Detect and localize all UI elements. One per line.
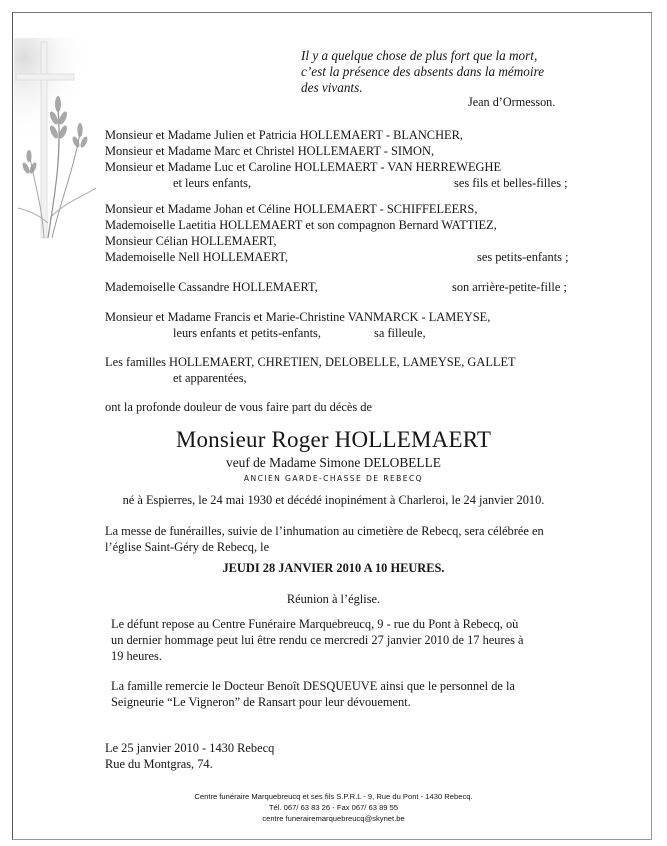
birth-death-dates: né à Espierres, le 24 mai 1930 et décédé inopinément à Charleroi, le 24 janvier 2010. [122,493,545,507]
thanks-text: La famille remercie le Docteur Benoît DESQUEUVE ainsi que le personnel de la [111,679,515,693]
family-line: Monsieur et Madame Marc et Christel HOLLEMAERT - SIMON, [105,144,435,158]
rest-text: un dernier hommage peut lui être rendu ce mercredi 27 janvier 2010 de 17 heures à [111,633,524,647]
family-line: Monsieur et Madame Luc et Caroline HOLLEMAERT - VAN HERREWEGHE [105,160,502,174]
mass-text: La messe de funérailles, suivie de l’inhumation au cimetière de Rebecq, sera célébrée en [105,524,544,538]
widower-of: veuf de Madame Simone DELOBELLE [226,455,441,470]
deceased-name: Monsieur Roger HOLLEMAERT [175,427,492,452]
rest-text: 19 heures. [111,649,162,663]
family-line: Monsieur Célian HOLLEMAERT, [105,234,277,248]
relation-label: ses fils et belles-filles ; [454,176,568,190]
family-subline: et apparentées, [173,371,247,385]
mass-date: JEUDI 28 JANVIER 2010 A 10 HEURES. [222,561,445,575]
family-subline: et leurs enfants, [173,176,252,190]
sign-off-date: Le 25 janvier 2010 - 1430 Rebecq [105,741,275,755]
family-subline: leurs enfants et petits-enfants, [173,326,321,340]
quote-line: des vivants. [301,80,363,95]
family-line: Monsieur et Madame Johan et Céline HOLLEMAERT - SCHIFFELEERS, [105,202,478,216]
rest-text: Le défunt repose au Centre Funéraire Marquebreucq, 9 - rue du Pont à Rebecq, où [111,617,519,631]
funeral-home-address: Centre funéraire Marquebreucq et ses fils S.P.R.L - 9, Rue du Pont - 1430 Rebecq. [194,792,473,801]
quote-author: Jean d’Ormesson. [468,95,556,109]
family-line: Monsieur et Madame Julien et Patricia HOLLEMAERT - BLANCHER, [105,128,463,142]
relation-label: son arrière-petite-fille ; [452,280,567,294]
thanks-text: Seigneurie “Le Vigneron” de Ransart pour leur dévouement. [111,695,411,709]
sign-off-address: Rue du Montgras, 74. [105,757,213,771]
announcement: ont la profonde douleur de vous faire part du décès de [105,400,372,414]
cross-wheat-emblem [14,38,114,243]
quote-line: Il y a quelque chose de plus fort que la mort, [301,48,538,63]
funeral-home-email: centre funerairemarquebreucq@skynet.be [262,814,405,823]
epigraph-quote [301,48,601,96]
relation-label: sa filleule, [374,326,426,340]
funeral-home-phone: Tél. 067/ 63 83 26 - Fax 067/ 63 89 55 [268,803,399,812]
relation-label: ses petits-enfants ; [477,250,569,264]
family-line: Monsieur et Madame Francis et Marie-Christine VANMARCK - LAMEYSE, [105,310,491,324]
former-occupation: ANCIEN GARDE-CHASSE DE REBECQ [243,474,424,483]
family-line: Mademoiselle Nell HOLLEMAERT, [105,250,289,264]
family-line: Mademoiselle Cassandre HOLLEMAERT, [105,280,318,294]
quote-line: c’est la présence des absents dans la mémoire [301,64,545,79]
family-line: Les familles HOLLEMAERT, CHRETIEN, DELOBELLE, LAMEYSE, GALLET [105,355,516,369]
family-line: Mademoiselle Laetitia HOLLEMAERT et son compagnon Bernard WATTIEZ, [105,218,497,232]
mass-text: l’église Saint-Géry de Rebecq, le [105,540,270,554]
meeting-place: Réunion à l’église. [286,592,381,606]
